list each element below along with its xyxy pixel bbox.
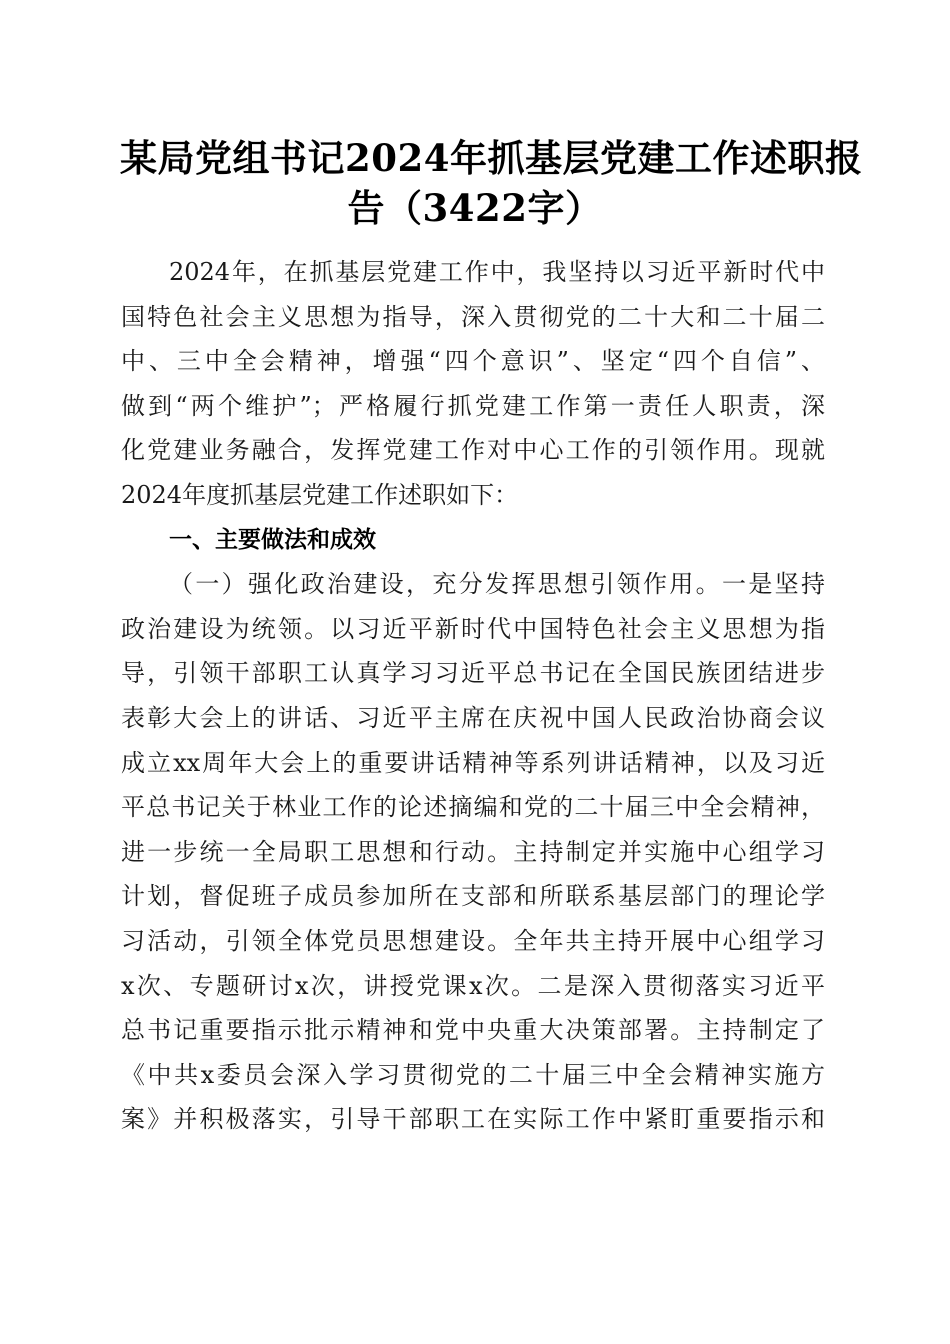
- section-line: 计划，督促班子成员参加所在支部和所联系基层部门的理论学: [121, 882, 825, 911]
- title-line-2: 告（3422字）: [347, 186, 603, 230]
- section-line: 总书记重要指示批示精神和党中央重大决策部署。主持制定了: [121, 1016, 825, 1045]
- intro-line: 做到“两个维护”；严格履行抓党建工作第一责任人职责，深: [121, 391, 825, 420]
- section-line: x次、专题研讨x次，讲授党课x次。二是深入贯彻落实习近平: [121, 971, 825, 1000]
- section-heading: 一、主要做法和成效: [169, 526, 376, 553]
- intro-line: 中、三中全会精神，增强“四个意识”、坚定“四个自信”、: [121, 347, 825, 376]
- intro-line: 2024年度抓基层党建工作述职如下：: [121, 480, 519, 509]
- section-line: 平总书记关于林业工作的论述摘编和党的二十届三中全会精神，: [121, 793, 825, 822]
- section-line: 成立xx周年大会上的重要讲话精神等系列讲话精神，以及习近: [121, 748, 825, 777]
- section-line: （一）强化政治建设，充分发挥思想引领作用。一是坚持: [169, 570, 825, 599]
- title-line-1: 某局党组书记2024年抓基层党建工作述职报: [120, 136, 863, 180]
- section-line: 进一步统一全局职工思想和行动。主持制定并实施中心组学习: [121, 837, 825, 866]
- section-line: 导，引领干部职工认真学习习近平总书记在全国民族团结进步: [121, 659, 825, 688]
- intro-line: 化党建业务融合，发挥党建工作对中心工作的引领作用。现就: [121, 436, 825, 465]
- section-line: 案》并积极落实，引导干部职工在实际工作中紧盯重要指示和: [121, 1105, 825, 1134]
- section-line: 政治建设为统领。以习近平新时代中国特色社会主义思想为指: [121, 614, 825, 643]
- intro-line: 国特色社会主义思想为指导，深入贯彻党的二十大和二十届二: [121, 302, 825, 331]
- document-title: [120, 133, 863, 233]
- section-line: 习活动，引领全体党员思想建设。全年共主持开展中心组学习: [121, 926, 825, 955]
- section-line: 《中共x委员会深入学习贯彻党的二十届三中全会精神实施方: [121, 1060, 825, 1089]
- intro-line: 2024年，在抓基层党建工作中，我坚持以习近平新时代中: [169, 258, 825, 286]
- document-body: [121, 250, 825, 1142]
- section-line: 表彰大会上的讲话、习近平主席在庆祝中国人民政治协商会议: [121, 703, 825, 732]
